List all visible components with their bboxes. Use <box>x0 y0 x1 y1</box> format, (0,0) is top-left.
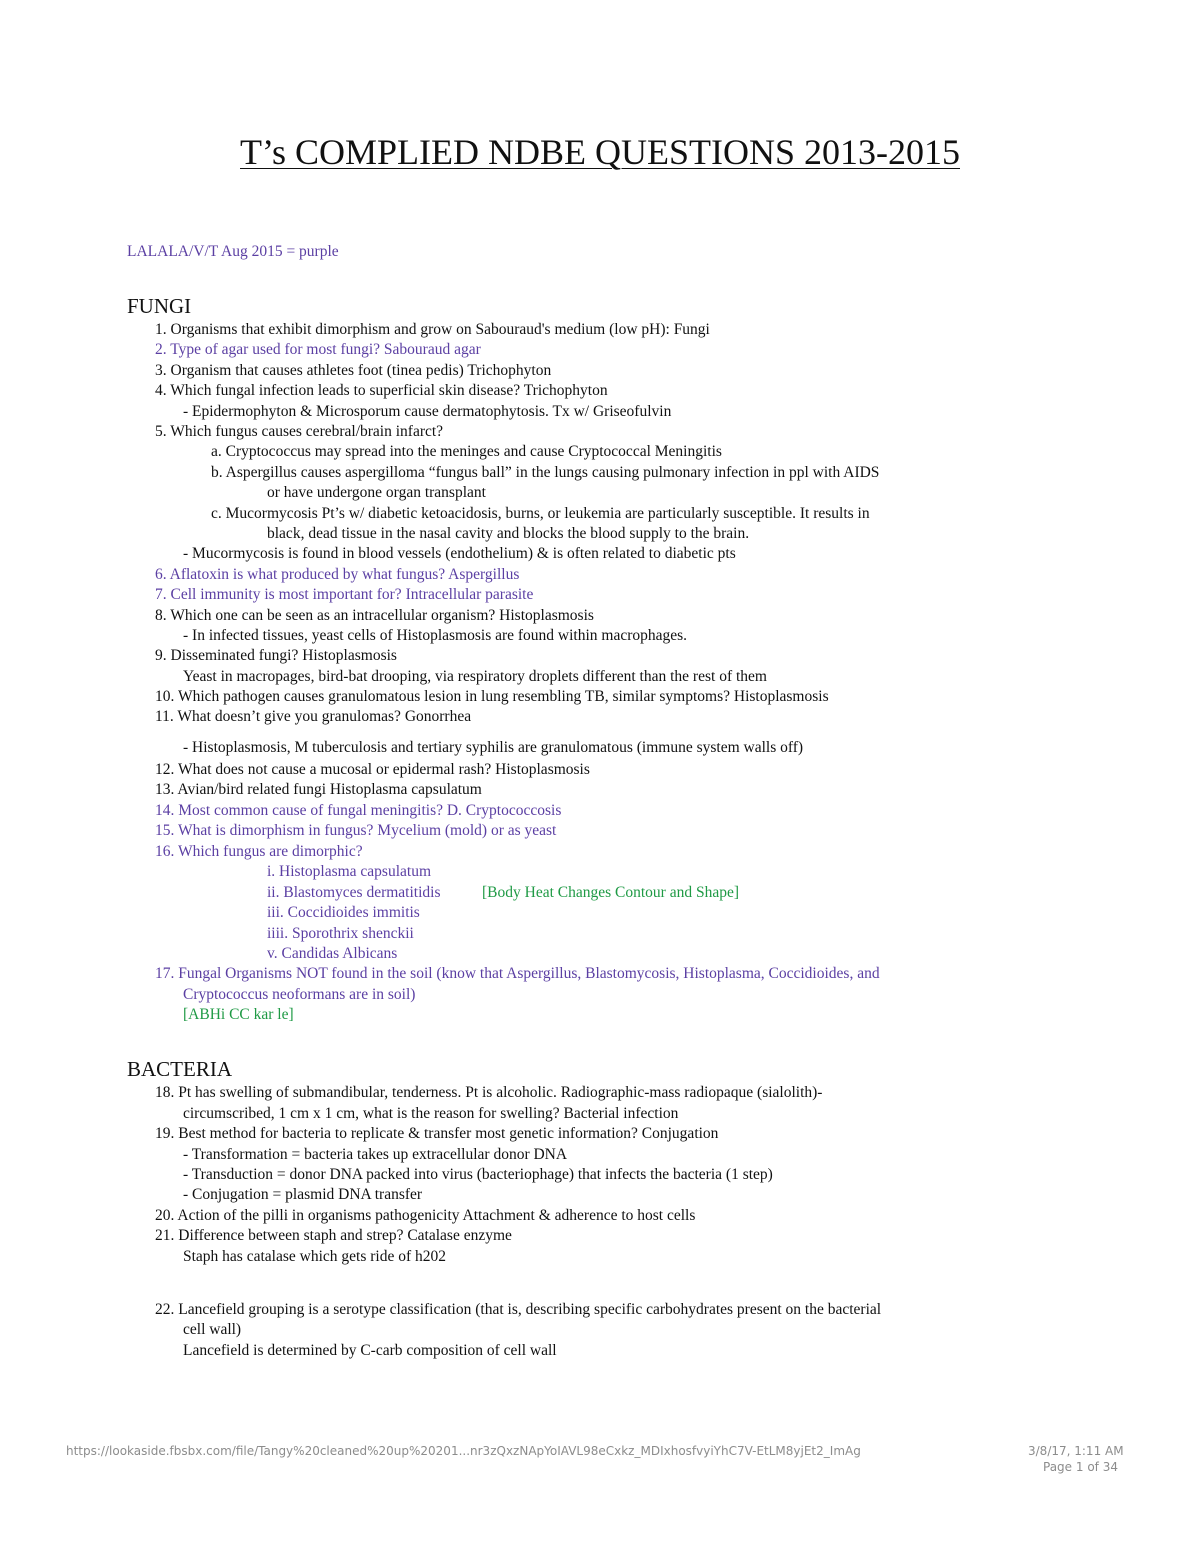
mnemonic: [ABHi CC kar le] <box>183 1006 294 1023</box>
list-item-continued: Cryptococcus neoformans are in soil) <box>183 986 416 1003</box>
list-item: 19. Best method for bacteria to replicate & transfer most genetic information? Conjugation <box>155 1125 719 1142</box>
list-item: 7. Cell immunity is most important for? Intracellular parasite <box>155 586 534 603</box>
list-item: 12. What does not cause a mucosal or epidermal rash? Histoplasmosis <box>155 761 590 778</box>
list-note: - Epidermophyton & Microsporum cause dermatophytosis. Tx w/ Griseofulvin <box>183 403 672 420</box>
list-item: 14. Most common cause of fungal meningitis? D. Cryptococcosis <box>155 802 562 819</box>
list-item: 1. Organisms that exhibit dimorphism and grow on Sabouraud's medium (low pH): Fungi <box>155 321 710 338</box>
list-item: 5. Which fungus causes cerebral/brain infarct? <box>155 423 444 440</box>
section-heading-fungi: FUNGI <box>127 294 192 318</box>
list-note: Lancefield is determined by C-carb composition of cell wall <box>183 1342 557 1359</box>
sub-item: iiii. Sporothrix shenckii <box>267 925 414 942</box>
list-item: 17. Fungal Organisms NOT found in the soil (know that Aspergillus, Blastomycosis, Histoplasma, Coccidioides, and <box>155 965 880 982</box>
page-title: T’s COMPLIED NDBE QUESTIONS 2013-2015 <box>240 132 960 172</box>
list-item: 15. What is dimorphism in fungus? Mycelium (mold) or as yeast <box>155 822 557 839</box>
footer-page-number: Page 1 of 34 <box>1043 1460 1118 1474</box>
list-note: - Conjugation = plasmid DNA transfer <box>183 1186 423 1203</box>
footer-url: https://lookaside.fbsbx.com/file/Tangy%20cleaned%20up%20201...nr3zQxzNApYoIAVL98eCxkz_MDIxhosfvyiYhC7V-EtLM8yjEt2_ImAg <box>66 1444 861 1458</box>
list-item: 8. Which one can be seen as an intracellular organism? Histoplasmosis <box>155 607 594 624</box>
sub-item: b. Aspergillus causes aspergilloma “fungus ball” in the lungs causing pulmonary infection in ppl with AIDS <box>211 464 880 481</box>
sub-item: c. Mucormycosis Pt’s w/ diabetic ketoacidosis, burns, or leukemia are particularly susceptible. It results in <box>211 505 870 522</box>
list-note: Staph has catalase which gets ride of h202 <box>183 1248 446 1265</box>
list-item: 2. Type of agar used for most fungi? Sabouraud agar <box>155 341 481 358</box>
list-item: 13. Avian/bird related fungi Histoplasma capsulatum <box>155 781 482 798</box>
list-item: 10. Which pathogen causes granulomatous lesion in lung resembling TB, similar symptoms? Histoplasmosis <box>155 688 829 705</box>
list-item-continued: circumscribed, 1 cm x 1 cm, what is the reason for swelling? Bacterial infection <box>183 1105 679 1122</box>
sub-item-continued: or have undergone organ transplant <box>267 484 486 501</box>
mnemonic: [Body Heat Changes Contour and Shape] <box>482 884 739 901</box>
list-note: - Transformation = bacteria takes up extracellular donor DNA <box>183 1146 568 1163</box>
sub-item: i. Histoplasma capsulatum <box>267 863 432 880</box>
list-note: - In infected tissues, yeast cells of Histoplasmosis are found within macrophages. <box>183 627 688 644</box>
list-note: Yeast in macropages, bird-bat drooping, via respiratory droplets different than the rest of them <box>183 668 767 685</box>
footer-datetime: 3/8/17, 1:11 AM <box>1028 1444 1124 1458</box>
list-item-continued: cell wall) <box>183 1321 242 1338</box>
sub-item: a. Cryptococcus may spread into the meninges and cause Cryptococcal Meningitis <box>211 443 722 460</box>
list-item: 18. Pt has swelling of submandibular, tenderness. Pt is alcoholic. Radiographic-mass radiopaque (sialolith)- <box>155 1084 823 1101</box>
list-item: 16. Which fungus are dimorphic? <box>155 843 363 860</box>
list-note: - Transduction = donor DNA packed into virus (bacteriophage) that infects the bacteria (1 step) <box>183 1166 773 1183</box>
section-heading-bacteria: BACTERIA <box>127 1057 232 1081</box>
list-item: 22. Lancefield grouping is a serotype classification (that is, describing specific carbohydrates present on the bacterial <box>155 1301 882 1318</box>
color-legend: LALALA/V/T Aug 2015 = purple <box>127 243 339 260</box>
list-note: - Histoplasmosis, M tuberculosis and tertiary syphilis are granulomatous (immune system walls off) <box>183 739 804 756</box>
list-item: 11. What doesn’t give you granulomas? Gonorrhea <box>155 708 472 725</box>
sub-item: v. Candidas Albicans <box>267 945 398 962</box>
sub-item-continued: black, dead tissue in the nasal cavity and blocks the blood supply to the brain. <box>267 525 750 542</box>
list-item: 21. Difference between staph and strep? Catalase enzyme <box>155 1227 512 1244</box>
list-item: 4. Which fungal infection leads to superficial skin disease? Trichophyton <box>155 382 608 399</box>
list-item: 3. Organism that causes athletes foot (tinea pedis) Trichophyton <box>155 362 552 379</box>
sub-item: ii. Blastomyces dermatitidis <box>267 884 441 901</box>
list-item: 6. Aflatoxin is what produced by what fungus? Aspergillus <box>155 566 520 583</box>
sub-item: iii. Coccidioides immitis <box>267 904 420 921</box>
list-note: - Mucormycosis is found in blood vessels (endothelium) & is often related to diabetic pts <box>183 545 736 562</box>
list-item: 20. Action of the pilli in organisms pathogenicity Attachment & adherence to host cells <box>155 1207 696 1224</box>
list-item: 9. Disseminated fungi? Histoplasmosis <box>155 647 397 664</box>
